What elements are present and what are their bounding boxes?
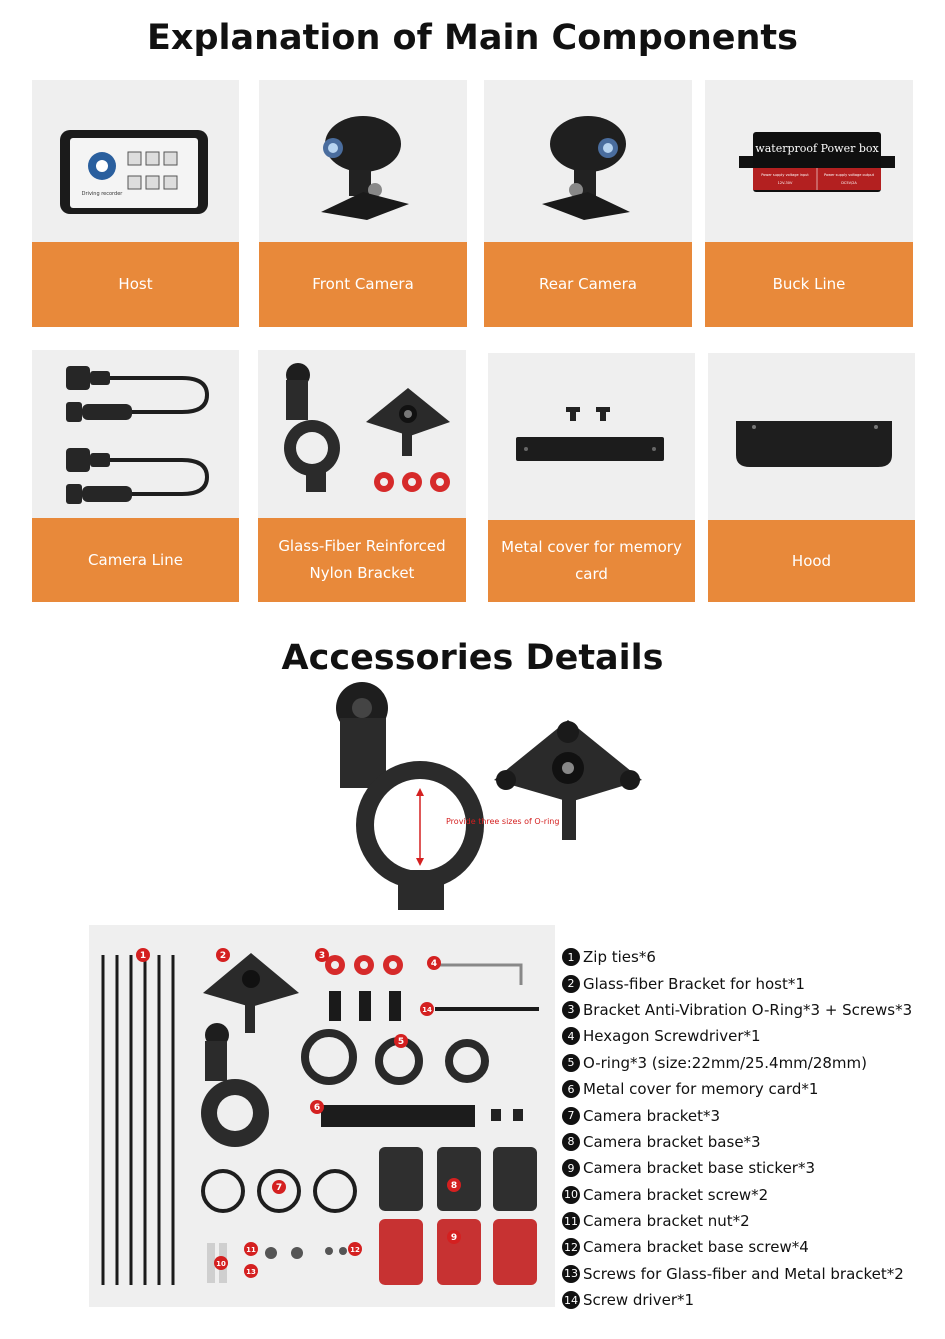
- nylon-bracket-photo: [258, 350, 466, 518]
- item-number-badge: 11: [562, 1212, 580, 1230]
- accessory-item-text: Screw driver*1: [583, 1291, 695, 1310]
- metal-cover-photo: [488, 353, 695, 520]
- power-box-input-value: 12V-30V: [777, 181, 793, 185]
- component-card-host: [32, 80, 239, 327]
- item-number-badge: 10: [562, 1186, 580, 1204]
- accessory-item-text: Camera bracket*3: [583, 1106, 721, 1125]
- o-ring-annotation: Provide three sizes of O-ring: [446, 817, 560, 826]
- main-components-title: Explanation of Main Components: [146, 18, 798, 58]
- accessory-item: [562, 1287, 942, 1313]
- host-screen-caption: Driving recorder: [81, 191, 123, 197]
- accessory-item-text: Camera bracket base sticker*3: [583, 1159, 816, 1178]
- bracket-icon: [258, 350, 466, 518]
- component-label-buck-line: Buck Line: [705, 242, 913, 327]
- component-card-rear-camera: [484, 80, 692, 327]
- component-card-front-camera: [259, 80, 467, 327]
- accessory-item-text: Glass-fiber Bracket for host*1: [583, 974, 805, 993]
- kit-number-7: 7: [275, 1183, 283, 1193]
- power-box-icon: [705, 80, 913, 242]
- component-label-host: Host: [32, 242, 239, 327]
- accessory-item: [562, 1182, 942, 1208]
- accessory-item-text: O-ring*3 (size:22mm/25.4mm/28mm): [583, 1053, 868, 1072]
- accessory-item-text: Screws for Glass-fiber and Metal bracket*2: [583, 1264, 904, 1283]
- accessory-item-text: Hexagon Screwdriver*1: [583, 1027, 761, 1046]
- kit-number-9: 9: [450, 1233, 458, 1243]
- dashcam-host-icon: [32, 80, 239, 242]
- kit-number-4: 4: [430, 959, 438, 969]
- component-label-camera-line: Camera Line: [32, 518, 239, 602]
- kit-number-6: 6: [313, 1103, 321, 1113]
- component-card-metal-cover: [488, 353, 695, 602]
- kit-number-1: 1: [139, 951, 147, 961]
- item-number-badge: 7: [562, 1107, 580, 1125]
- power-box-title: waterproof Power box: [755, 142, 879, 155]
- accessory-item: [562, 1234, 942, 1260]
- kit-number-3: 3: [318, 951, 326, 961]
- kit-number-11: 11: [246, 1246, 256, 1254]
- accessory-item-text: Camera bracket base*3: [583, 1132, 761, 1151]
- accessories-list: [562, 944, 942, 1313]
- accessory-kit-photo: [89, 925, 555, 1307]
- accessory-item-text: Metal cover for memory card*1: [583, 1080, 819, 1099]
- component-label-hood: Hood: [708, 520, 915, 602]
- component-label-front-camera: Front Camera: [259, 242, 467, 327]
- item-number-badge: 8: [562, 1133, 580, 1151]
- camera-icon: [259, 80, 467, 242]
- item-number-badge: 1: [562, 948, 580, 966]
- accessory-item: [562, 1208, 942, 1234]
- rear-camera-photo: [484, 80, 692, 242]
- power-box-output-value: DC5V/2A: [841, 181, 857, 185]
- accessory-item: [562, 1102, 942, 1128]
- hood-photo: [708, 353, 915, 520]
- camera-icon: [484, 80, 692, 242]
- accessory-item: [562, 1023, 942, 1049]
- kit-number-2: 2: [219, 951, 227, 961]
- power-box-input-label: Power supply voltage input: [761, 173, 809, 177]
- kit-number-8: 8: [450, 1181, 458, 1191]
- accessories-title: Accessories Details: [281, 638, 664, 678]
- kit-number-12: 12: [350, 1246, 360, 1254]
- accessory-item: [562, 1129, 942, 1155]
- accessory-item-text: Camera bracket screw*2: [583, 1185, 769, 1204]
- accessory-item: [562, 1076, 942, 1102]
- accessory-item: [562, 1050, 942, 1076]
- hood-icon: [708, 353, 915, 520]
- accessory-item: [562, 997, 942, 1023]
- item-number-badge: 9: [562, 1159, 580, 1177]
- buck-line-photo: [705, 80, 913, 242]
- accessory-kit-illustration: [89, 925, 555, 1307]
- kit-number-10: 10: [216, 1260, 226, 1268]
- cable-icon: [32, 350, 239, 518]
- item-number-badge: 4: [562, 1027, 580, 1045]
- bracket-detail-illustration: [300, 680, 660, 920]
- accessory-item: [562, 970, 942, 996]
- component-label-nylon-bracket: Glass-Fiber Reinforced Nylon Bracket: [258, 518, 466, 602]
- item-number-badge: 6: [562, 1080, 580, 1098]
- accessory-item-text: Camera bracket nut*2: [583, 1212, 750, 1231]
- item-number-badge: 13: [562, 1265, 580, 1283]
- accessory-item: [562, 1261, 942, 1287]
- accessory-item: [562, 1155, 942, 1181]
- kit-number-14: 14: [422, 1006, 432, 1014]
- component-label-rear-camera: Rear Camera: [484, 242, 692, 327]
- accessory-item: [562, 944, 942, 970]
- metal-plate-icon: [488, 353, 695, 520]
- host-photo: [32, 80, 239, 242]
- component-label-metal-cover: Metal cover for memory card: [488, 520, 695, 602]
- kit-number-13: 13: [246, 1268, 256, 1276]
- camera-line-photo: [32, 350, 239, 518]
- component-card-buck-line: [705, 80, 913, 327]
- component-card-camera-line: [32, 350, 239, 602]
- component-card-hood: [708, 353, 915, 602]
- power-box-output-label: Power supply voltage output: [823, 173, 875, 177]
- accessory-item-text: Bracket Anti-Vibration O-Ring*3 + Screws*3: [583, 1000, 913, 1019]
- accessory-item-text: Zip ties*6: [583, 948, 656, 967]
- front-camera-photo: [259, 80, 467, 242]
- item-number-badge: 12: [562, 1238, 580, 1256]
- item-number-badge: 2: [562, 975, 580, 993]
- item-number-badge: 3: [562, 1001, 580, 1019]
- item-number-badge: 14: [562, 1291, 580, 1309]
- item-number-badge: 5: [562, 1054, 580, 1072]
- accessory-item-text: Camera bracket base screw*4: [583, 1238, 809, 1257]
- kit-number-5: 5: [397, 1037, 405, 1047]
- component-card-nylon-bracket: [258, 350, 466, 602]
